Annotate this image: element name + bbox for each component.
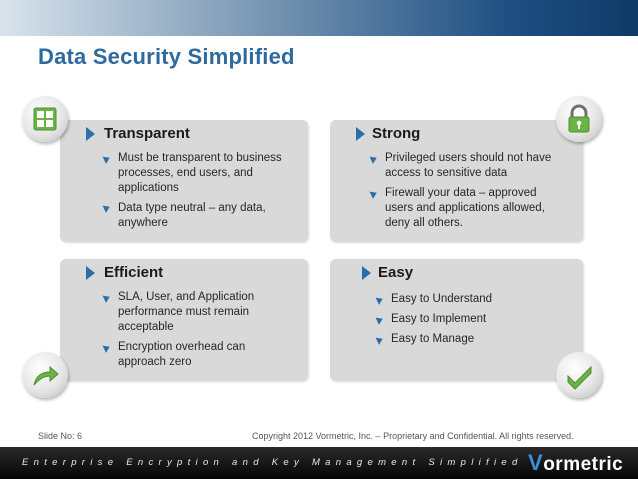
logo-mark: V [528, 450, 544, 475]
heading-arrow-icon [362, 266, 371, 280]
slide-title: Data Security Simplified [38, 44, 295, 69]
efficient-bullet-1: SLA, User, and Application performance must remain acceptable [118, 291, 255, 333]
efficient-heading: Efficient [104, 264, 164, 281]
easy-heading: Easy [378, 264, 414, 281]
logo-text: ormetric [543, 454, 624, 475]
heading-arrow-icon [86, 127, 95, 141]
vormetric-logo [528, 450, 623, 476]
tagline: Enterprise Encryption and Key Management Simplified [22, 457, 523, 468]
curved-arrow-icon [22, 352, 68, 398]
efficient-bullet-2: Encryption overhead can approach zero [118, 341, 246, 368]
transparent-heading: Transparent [104, 125, 190, 142]
copyright-text: Copyright 2012 Vormetric, Inc. – Proprietary and Confidential. All rights reserved. [252, 431, 574, 441]
strong-bullet-1: Privileged users should not have access to sensitive data [385, 152, 552, 179]
header-gradient-bar [0, 0, 638, 36]
heading-arrow-icon [356, 127, 365, 141]
padlock-icon [556, 96, 602, 142]
easy-bullet-1: Easy to Understand [391, 293, 493, 305]
strong-heading: Strong [372, 125, 421, 142]
strong-bullet-2: Firewall your data – approved users and applications allowed, deny all others. [385, 187, 545, 229]
easy-bullet-3: Easy to Manage [391, 333, 475, 345]
heading-arrow-icon [86, 266, 95, 280]
slide-number: Slide No: 6 [38, 431, 83, 441]
grid-icon [22, 96, 68, 142]
easy-bullet-2: Easy to Implement [391, 313, 487, 325]
transparent-bullet-1: Must be transparent to business processes, end users, and applications [118, 152, 282, 194]
checkmark-icon [556, 352, 602, 398]
transparent-bullet-2: Data type neutral – any data, anywhere [118, 202, 266, 229]
